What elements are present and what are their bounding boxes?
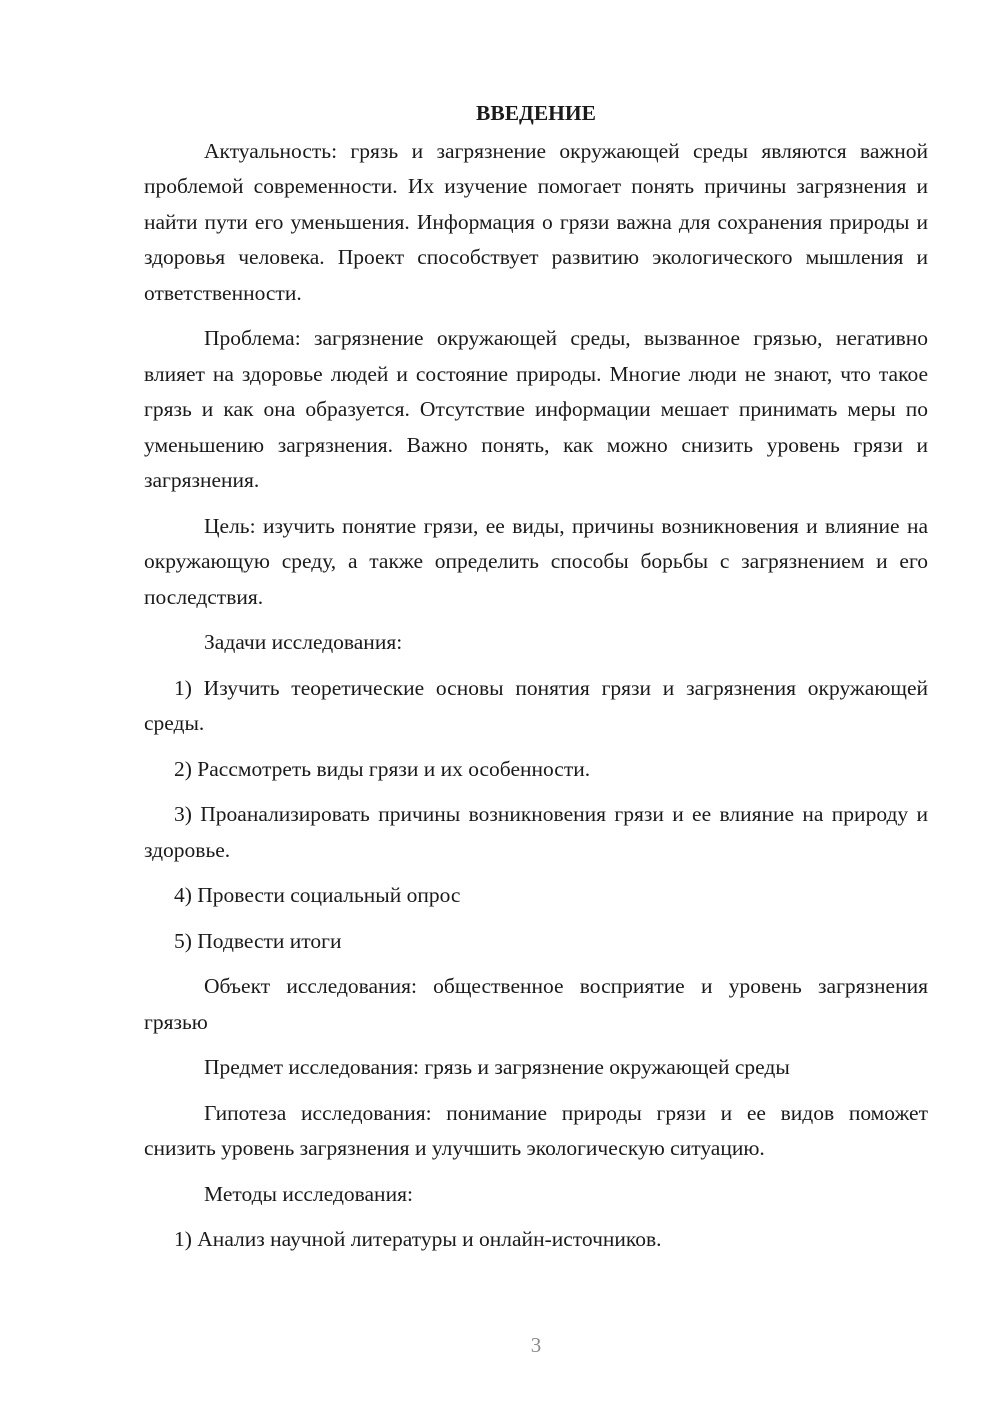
- paragraph-relevance: Актуальность: грязь и загрязнение окружающей среды являются важной проблемой современности. Их изучение помогает понять причины загрязнения и найти пути его уменьшения. Информация о грязи важна для сохранения природы и здоровья человека. Проект способствует развитию экологического мышления и ответственности.: [144, 138, 928, 305]
- task-item: 1) Изучить теоретические основы понятия грязи и загрязнения окружающей среды.: [144, 675, 928, 735]
- task-item: 5) Подвести итоги: [174, 928, 342, 953]
- paragraph-tasks-heading: Задачи исследования:: [204, 630, 403, 654]
- paragraph-subject: Предмет исследования: грязь и загрязнение окружающей среды: [204, 1055, 790, 1079]
- paragraph-object: Объект исследования: общественное восприятие и уровень загрязнения грязью: [144, 974, 928, 1034]
- task-item: 3) Проанализировать причины возникновения грязи и ее влияние на природу и здоровье.: [144, 802, 928, 862]
- task-item: 2) Рассмотреть виды грязи и их особенности.: [174, 756, 591, 781]
- document-page: [144, 96, 928, 1268]
- paragraph-hypothesis: Гипотеза исследования: понимание природы грязи и ее видов поможет снизить уровень загрязнения и улучшить экологическую ситуацию.: [144, 1100, 928, 1160]
- method-item: 1) Анализ научной литературы и онлайн-источников.: [174, 1227, 662, 1251]
- page-title: ВВЕДЕНИЕ: [476, 101, 596, 125]
- paragraph-methods-heading: Методы исследования:: [204, 1181, 413, 1206]
- paragraph-goal: Цель: изучить понятие грязи, ее виды, причины возникновения и влияние на окружающую среду, а также определить способы борьбы с загрязнением и его последствия.: [144, 513, 928, 609]
- paragraph-problem: Проблема: загрязнение окружающей среды, вызванное грязью, негативно влияет на здоровье людей и состояние природы. Многие люди не знают, что такое грязь и как она образуется. Отсутствие информации мешает принимать меры по уменьшению загрязнения. Важно понять, как можно снизить уровень грязи и загрязнения.: [144, 326, 928, 492]
- task-item: 4) Провести социальный опрос: [174, 883, 461, 907]
- page-number: 3: [530, 1333, 542, 1357]
